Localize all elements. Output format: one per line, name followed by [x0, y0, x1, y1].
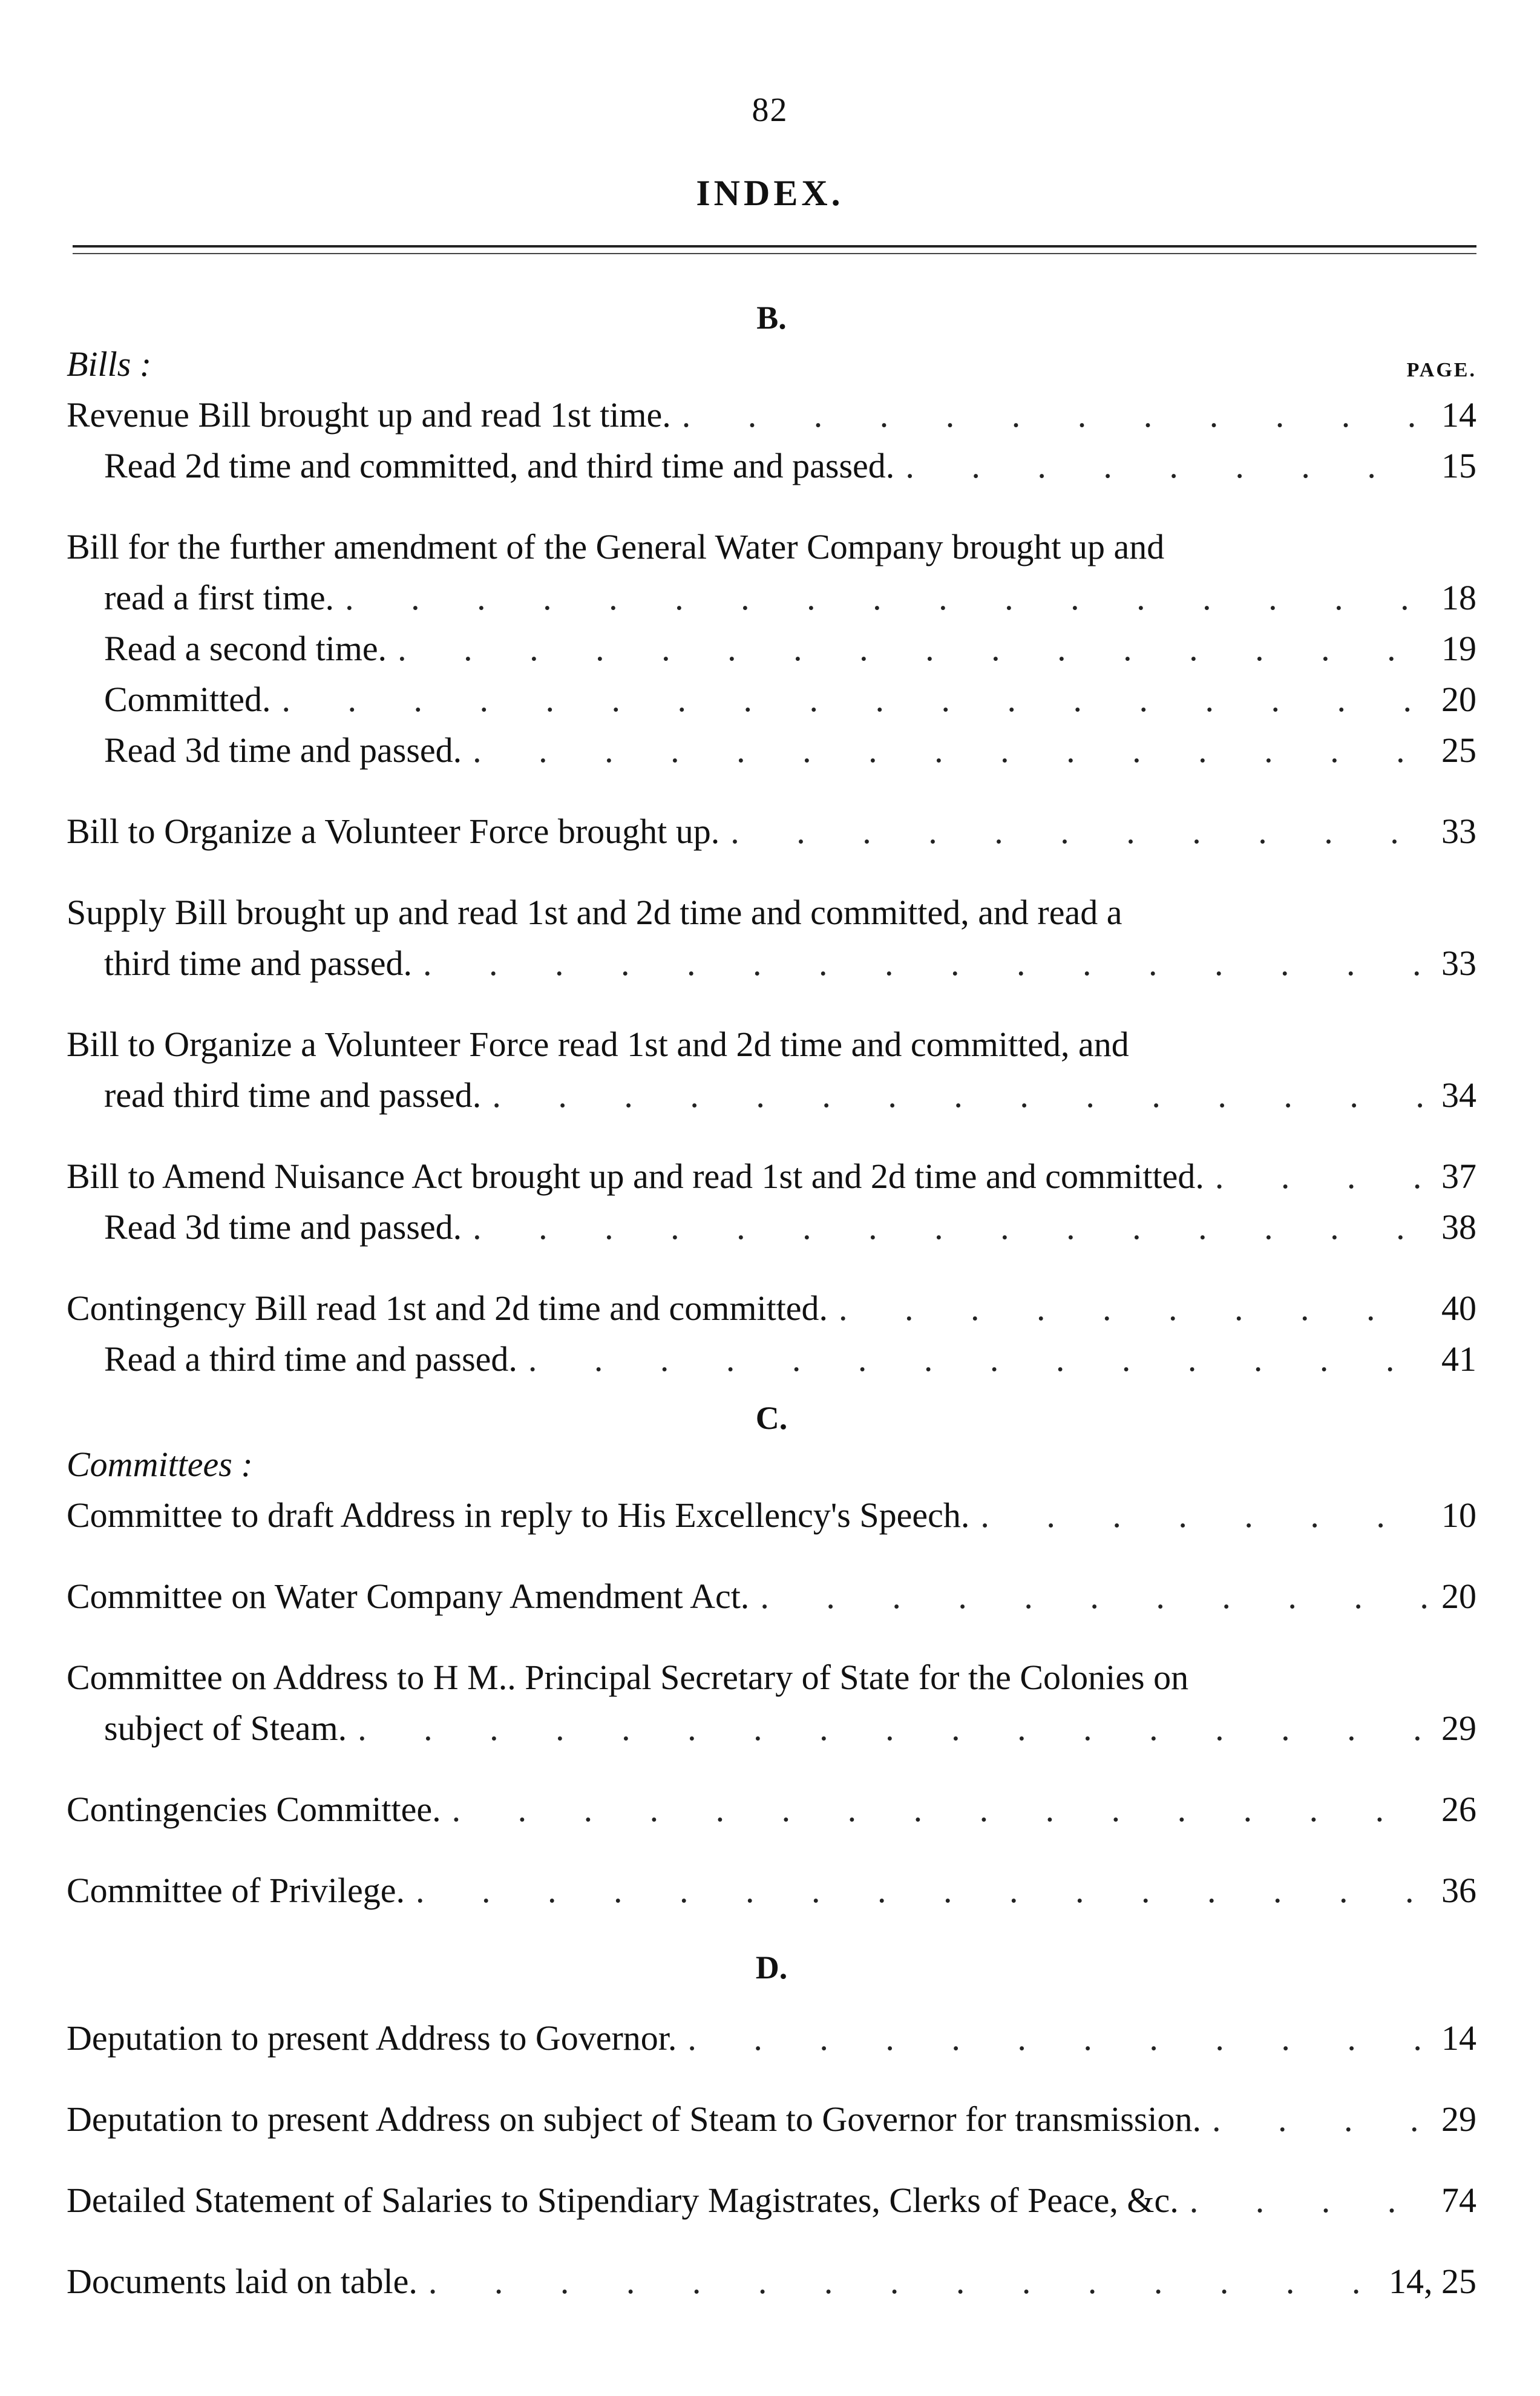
- leader-dots: [839, 1283, 1429, 1334]
- leader-dots: [428, 2256, 1378, 2307]
- entry-page: 29: [1441, 1708, 1476, 1748]
- section-head-committees: [67, 1439, 1476, 1490]
- leader-dots: [416, 1865, 1429, 1916]
- section-letter-c: C.: [755, 1400, 788, 1436]
- section-label-committees: Committees :: [67, 1445, 253, 1484]
- entry-text: Committee on Address to H M.. Principal Secretary of State for the Colonies on: [67, 1658, 1189, 1697]
- leader-dots: [1190, 2175, 1429, 2226]
- entry-text: Contingency Bill read 1st and 2d time and committed.: [67, 1288, 828, 1328]
- entry-page: 20: [1441, 1577, 1476, 1616]
- entry-page: 33: [1441, 812, 1476, 851]
- section-letter-b: B.: [756, 300, 787, 336]
- entry-text: Revenue Bill brought up and read 1st time.: [67, 395, 671, 435]
- index-entry: [67, 1202, 1476, 1253]
- index-entry: [67, 2256, 1476, 2307]
- leader-dots: [682, 390, 1429, 441]
- entry-page: 25: [1441, 730, 1476, 770]
- leader-dots: [528, 1334, 1429, 1385]
- index-entry: [67, 441, 1476, 491]
- leader-dots: [980, 1490, 1429, 1541]
- entry-page: 20: [1441, 680, 1476, 719]
- leader-dots: [358, 1703, 1429, 1754]
- index-entry: [67, 522, 1476, 623]
- entry-page: 19: [1441, 629, 1476, 668]
- entry-page: 14: [1441, 2018, 1476, 2058]
- entry-page: 33: [1441, 944, 1476, 983]
- index-entry: [67, 887, 1476, 989]
- entry-page: 15: [1441, 446, 1476, 485]
- leader-dots: [423, 938, 1429, 989]
- leader-dots: [492, 1070, 1429, 1121]
- leader-dots: [1212, 2094, 1429, 2145]
- entry-page: 14: [1441, 395, 1476, 435]
- entry-text: Documents laid on table.: [67, 2262, 418, 2301]
- entry-text: Bill to Amend Nuisance Act brought up and read 1st and 2d time and committed.: [67, 1157, 1204, 1196]
- entry-text: Detailed Statement of Salaries to Stipendiary Magistrates, Clerks of Peace, &c.: [67, 2181, 1179, 2220]
- section-head-bills: [67, 339, 1476, 390]
- entry-text: Deputation to present Address to Governor.: [67, 2018, 677, 2058]
- entry-page: 29: [1441, 2099, 1476, 2139]
- leader-dots: [398, 623, 1429, 674]
- entry-text: read a first time.: [104, 578, 335, 617]
- entry-page: 18: [1441, 578, 1476, 617]
- entry-text: Read a third time and passed.: [104, 1339, 517, 1379]
- entry-text: Read a second time.: [104, 629, 387, 668]
- entry-text: Committee on Water Company Amendment Act.: [67, 1577, 750, 1616]
- divider: [73, 245, 1476, 248]
- entry-text: Committee of Privilege.: [67, 1871, 405, 1910]
- entry-page: 10: [1441, 1495, 1476, 1535]
- index-entry: [67, 1490, 1476, 1541]
- entry-text: Read 3d time and passed.: [104, 1207, 462, 1247]
- section-letter-d: D.: [755, 1949, 788, 1986]
- index-entry: [67, 623, 1476, 674]
- index-entry: [67, 1283, 1476, 1334]
- entry-page: 14, 25: [1389, 2262, 1476, 2301]
- index-entry: [67, 1784, 1476, 1835]
- leader-dots: [473, 725, 1429, 776]
- leader-dots: [905, 441, 1429, 491]
- index-entry: [67, 2094, 1476, 2145]
- leader-dots: [345, 573, 1429, 623]
- entry-text: Committee to draft Address in reply to His Excellency's Speech.: [67, 1495, 970, 1535]
- leader-dots: [760, 1571, 1429, 1622]
- entry-text: Supply Bill brought up and read 1st and 2d time and committed, and read a: [67, 893, 1122, 932]
- leader-dots: [1215, 1151, 1429, 1202]
- index-entry: [67, 1151, 1476, 1202]
- leader-dots: [282, 674, 1430, 725]
- entry-text: Bill to Organize a Volunteer Force read 1st and 2d time and committed, and: [67, 1025, 1129, 1064]
- index-entry: [67, 725, 1476, 776]
- entry-page: 38: [1441, 1207, 1476, 1247]
- entry-text: subject of Steam.: [104, 1708, 347, 1748]
- leader-dots: [473, 1202, 1429, 1253]
- index-entry: [67, 674, 1476, 725]
- index-entry: [67, 1571, 1476, 1622]
- entry-text: Bill to Organize a Volunteer Force brought up.: [67, 812, 720, 851]
- index-entry: [67, 1865, 1476, 1916]
- index-entry: [67, 390, 1476, 441]
- divider-thin: [73, 253, 1476, 254]
- index-content: [67, 284, 1476, 2337]
- page-number: 82: [752, 91, 788, 129]
- entry-text: Bill for the further amendment of the General Water Company brought up and: [67, 527, 1165, 566]
- entry-text: Contingencies Committee.: [67, 1790, 441, 1829]
- entry-page: 74: [1441, 2181, 1476, 2220]
- leader-dots: [730, 806, 1429, 857]
- entry-page: 34: [1441, 1075, 1476, 1115]
- index-entry: [67, 1334, 1476, 1385]
- entry-text: third time and passed.: [104, 944, 413, 983]
- index-entry: [67, 1019, 1476, 1121]
- index-entry: [67, 806, 1476, 857]
- page-title: INDEX.: [696, 173, 844, 213]
- entry-text: Read 3d time and passed.: [104, 730, 462, 770]
- entry-page: 37: [1441, 1157, 1476, 1196]
- section-label-bills: Bills :: [67, 344, 152, 384]
- entry-page: 26: [1441, 1790, 1476, 1829]
- entry-text: Committed.: [104, 680, 271, 719]
- index-entry: [67, 2175, 1476, 2226]
- page-column-label: PAGE.: [1406, 359, 1476, 381]
- entry-text: read third time and passed.: [104, 1075, 482, 1115]
- entry-page: 40: [1441, 1288, 1476, 1328]
- entry-text: Read 2d time and committed, and third time and passed.: [104, 446, 895, 485]
- entry-page: 41: [1441, 1339, 1476, 1379]
- leader-dots: [452, 1784, 1429, 1835]
- index-entry: [67, 2013, 1476, 2064]
- index-entry: [67, 1652, 1476, 1754]
- entry-text: Deputation to present Address on subject of Steam to Governor for transmission.: [67, 2099, 1202, 2139]
- leader-dots: [687, 2013, 1429, 2064]
- entry-page: 36: [1441, 1871, 1476, 1910]
